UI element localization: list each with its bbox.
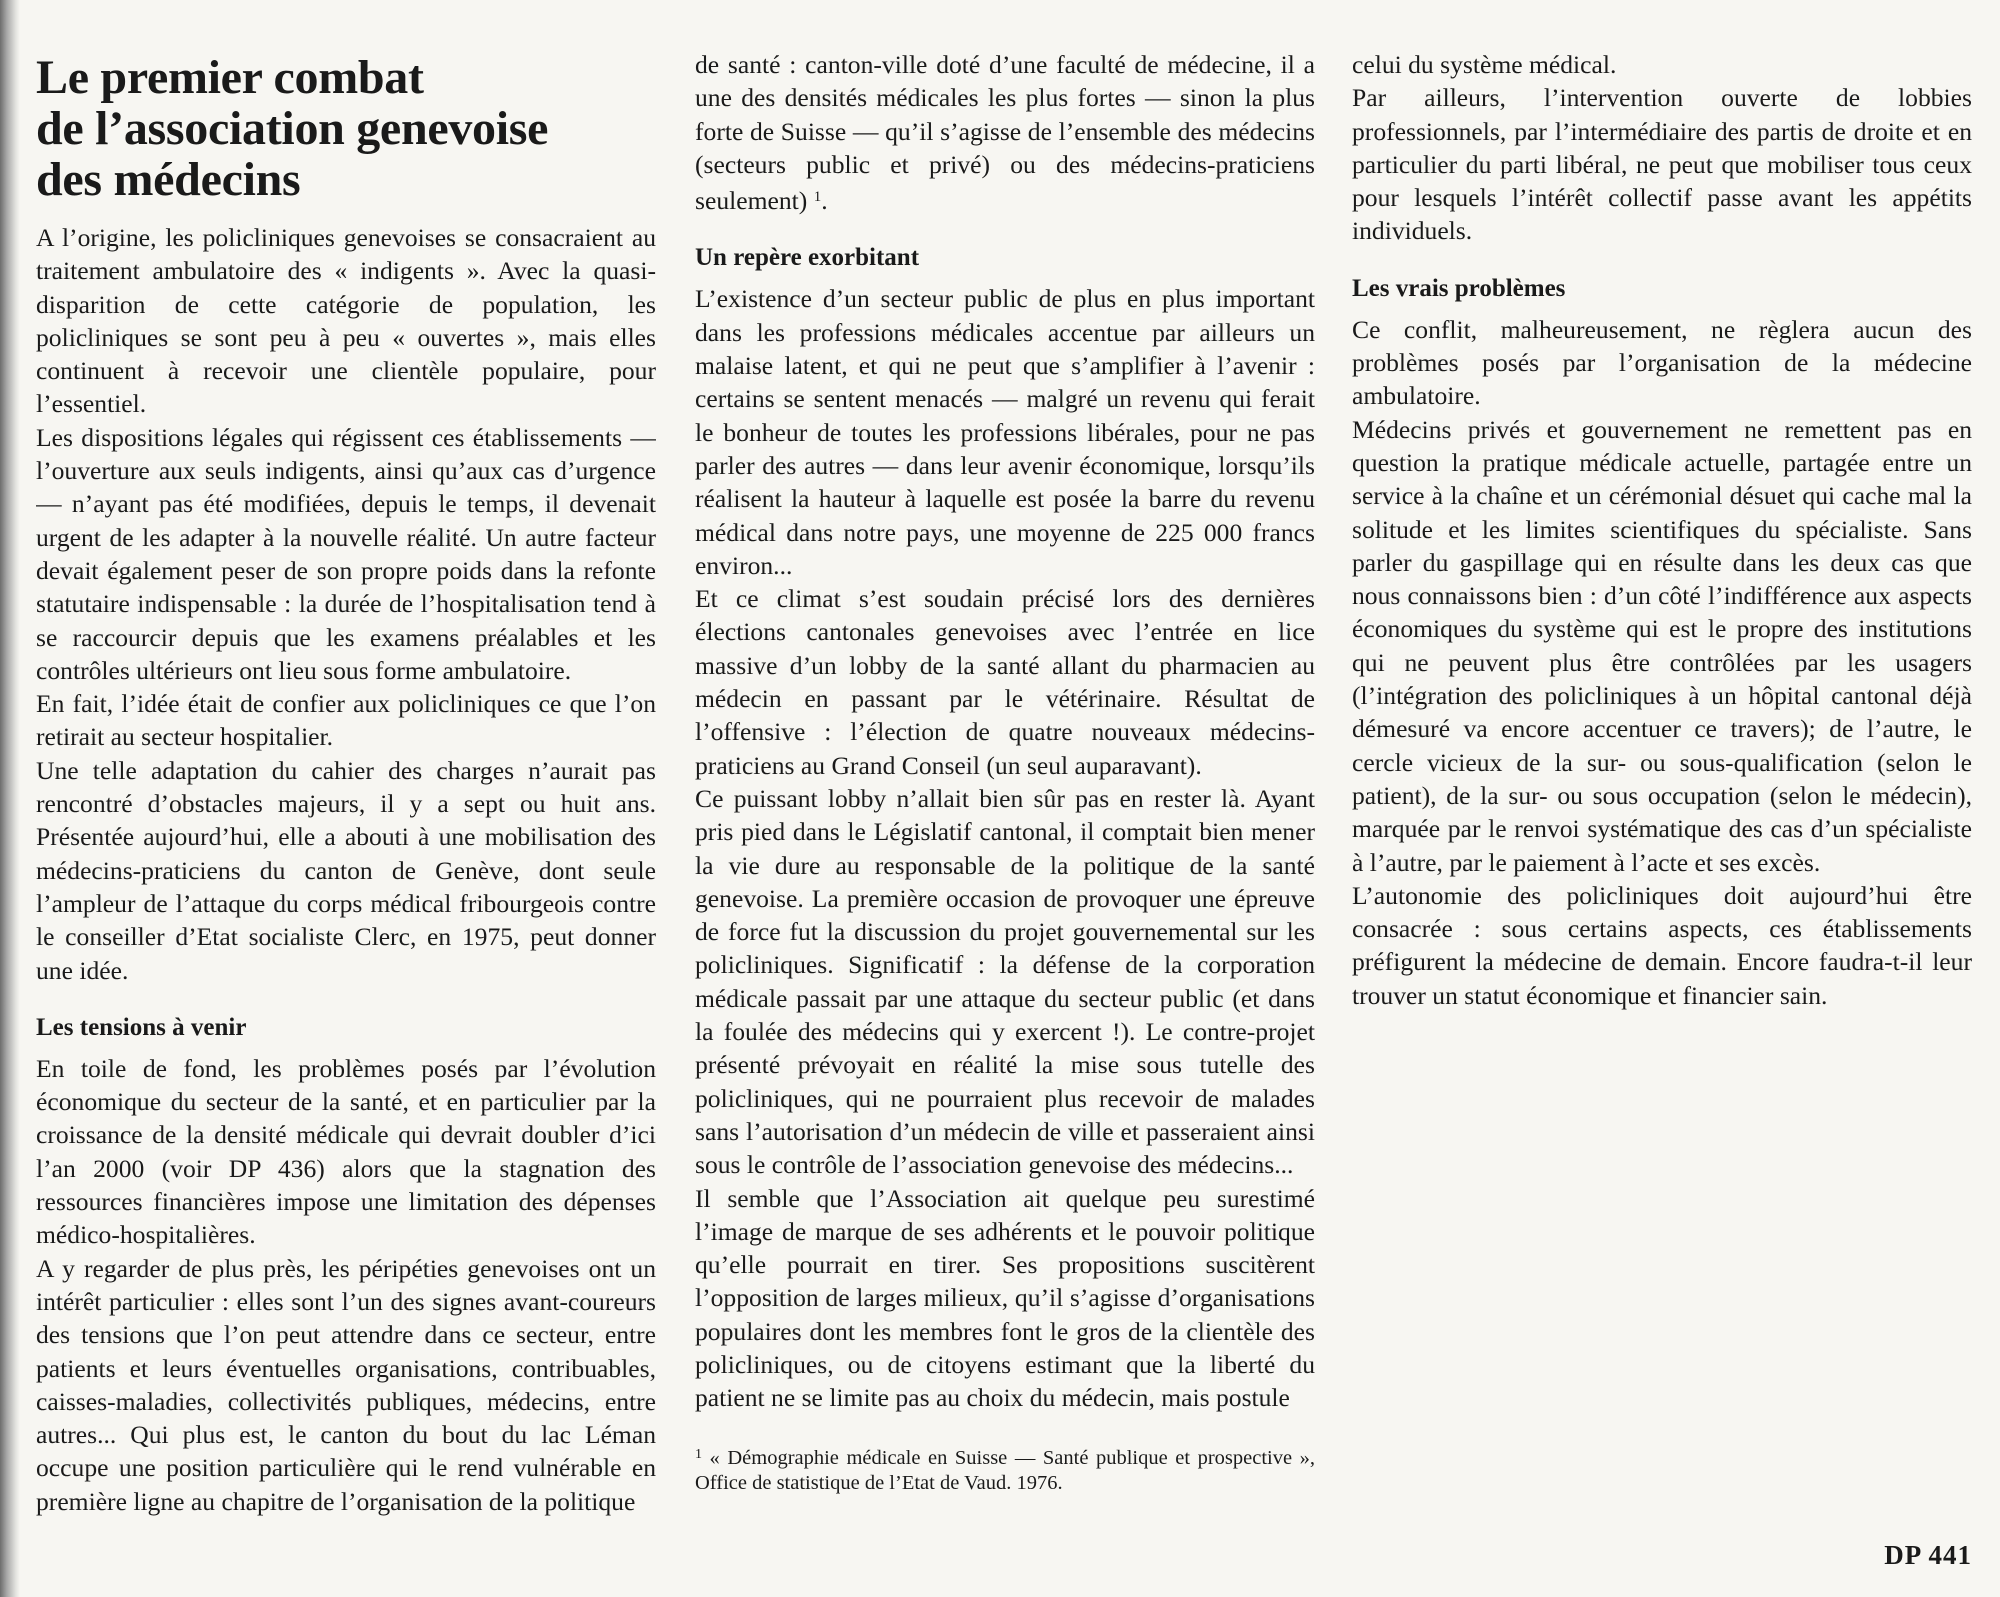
paragraph: L’autonomie des policliniques doit aujourd’hui être consacrée : sous certains aspects, ces établissements préfigurent la médecine de demain. Encore faudra-t-il leur trouver un statut économique et financier sain. xyxy=(1352,880,1972,1010)
footnote-text: « Démographie médicale en Suisse — Santé publique et prospective », Office de statistique de l’Etat de Vaud. 1976. xyxy=(695,1447,1315,1494)
paragraph: L’existence d’un secteur public de plus en plus important dans les professions médicales accentue par ailleurs un malaise latent, et qui ne peut que s’amplifier à l’avenir : certains se sentent menacés — malgré un revenu qui ferait le bonheur de toutes les professions libérales, pour ne pas parler des autres — dans leur avenir économique, lorsqu’ils réalisent la hauteur à laquelle est posée la barre du revenu médical dans notre pays, une moyenne de 225 000 francs environ... xyxy=(695,284,1315,580)
paragraph: Les dispositions légales qui régissent ces établissements — l’ouverture aux seuls indigents, ainsi qu’aux cas d’urgence — n’ayant pas été modifiées, depuis le temps, il devenait urgent de les adapter à la nouvelle réalité. Un autre facteur devait également peser de son propre poids dans la refonte statutaire indispensable : la durée de l’hospitalisation tend à se raccourcir depuis que les examens préalables et les contrôles ultérieurs ont lieu sous forme ambulatoire. xyxy=(36,422,656,685)
paragraph: Ce conflit, malheureusement, ne règlera aucun des problèmes posés par l’organisation de la médecine ambulatoire. xyxy=(1352,314,1972,411)
page-number: DP 441 xyxy=(1884,1540,1972,1570)
paragraph: Ce puissant lobby n’allait bien sûr pas en rester là. Ayant pris pied dans le Législatif cantonal, il comptait bien mener la vie dure au responsable de la politique de la santé genevoise. La première occasion de provoquer une épreuve de force fut la discussion du projet gouvernemental sur les policliniques. Significatif : la défense de la corporation médicale passait par une attaque du secteur public (et dans la foulée des médecins qui y exercent !). Le contre-projet présenté prévoyait en réalité la mise sous tutelle des policliniques, qui ne pourraient plus recevoir de malades sans l’autorisation d’un médecin de ville et passeraient ainsi sous le contrôle de l’association genevoise des médecins... xyxy=(695,783,1315,1180)
paragraph: Médecins privés et gouvernement ne remettent pas en question la pratique médicale actuelle, partagée entre un service à la chaîne et un cérémonial désuet qui cache mal la solitude et les limites scientifiques du spécialiste. Sans parler du gaspillage qui en résulte dans les deux cas que nous connaissons bien : d’un côté l’indifférence aux aspects économiques du système qui est le propre des institutions qui ne peuvent plus être contrôlées par les usagers (l’intégration des policliniques à un hôpital cantonal déjà démesuré va encore accentuer ce travers); de l’autre, le cercle vicieux de la sur- ou sous-qualification (selon le patient), de la sur- ou sous occupation (selon le médecin), marquée par le renvoi systématique des cas d’un spécialiste à l’autre, par le paiement à l’acte et ses excès. xyxy=(1352,414,1972,877)
paragraph: Par ailleurs, l’intervention ouverte de lobbies professionnels, par l’intermédiaire des partis de droite et en particulier du parti libéral, ne peut que mobiliser tous ceux pour lesquels l’intérêt collectif passe avant les appétits individuels. xyxy=(1352,83,1972,246)
footnote-marker: 1 xyxy=(695,1447,702,1462)
footnote-reference: 1 xyxy=(813,189,822,206)
paragraph: Et ce climat s’est soudain précisé lors des dernières élections cantonales genevoises avec l’entrée en lice massive d’un lobby de la santé allant du pharmacien au médecin en passant par le vétérinaire. Résultat de l’offensive : l’élection de quatre nouveaux médecins-praticiens au Grand Conseil (un seul auparavant). xyxy=(695,584,1315,780)
text-column-2 xyxy=(695,48,1315,1569)
paragraph: En fait, l’idée était de confier aux policliniques ce que l’on retirait au secteur hospitalier. xyxy=(36,689,656,752)
text-column-1 xyxy=(36,52,656,1569)
section-heading: Les tensions à venir xyxy=(36,1013,247,1041)
page-binding-shadow xyxy=(0,0,20,1597)
footnote xyxy=(695,1443,1315,1495)
section-heading: Un repère exorbitant xyxy=(695,244,920,272)
paragraph: Il semble que l’Association ait quelque peu surestimé l’image de marque de ses adhérents et le pouvoir politique qu’elle pourrait en tirer. Ses propositions suscitèrent l’opposition de larges milieux, qu’il s’agisse d’organisations populaires dont les membres font le gros de la clientèle des policliniques, ou de citoyens estimant que la liberté du patient ne se limite pas au choix du médecin, mais postule xyxy=(695,1183,1315,1413)
paragraph: A l’origine, les policliniques genevoises se consacraient au traitement ambulatoire des « indigents ». Avec la quasi-disparition de cette catégorie de population, les policliniques se sont peu à peu « ouvertes », mais elles continuent à recevoir une clientèle populaire, pour l’essentiel. xyxy=(36,223,656,419)
title-line: Le premier combat xyxy=(36,52,424,104)
text-column-3 xyxy=(1352,48,1972,1569)
paragraph-continued: de santé : canton-ville doté d’une faculté de médecine, il a une des densités médicales les plus fortes — sinon la plus forte de Suisse — qu’il s’agisse de l’ensemble des médecins (secteurs public et privé) ou des médecins-praticiens seulement) $^1$. xyxy=(695,50,1315,216)
title-line: de l’association genevoise xyxy=(36,102,549,155)
paragraph-text: de santé : canton-ville doté d’une faculté de médecine, il a une des densités médicales les plus fortes — sinon la plus forte de Suisse — qu’il s’agisse de l’ensemble des médecins (secteurs public et privé) ou des médecins-praticiens seulement) xyxy=(695,50,1315,216)
paragraph: En toile de fond, les problèmes posés par l’évolution économique du secteur de la santé, et en particulier par la croissance de la densité médicale qui devrait doubler d’ici l’an 2000 (voir DP 436) alors que la stagnation des ressources financières impose une limitation des dépenses médico-hospitalières. xyxy=(36,1053,656,1250)
paragraph xyxy=(36,1252,656,1518)
article-title xyxy=(36,52,656,205)
section-heading: Les vrais problèmes xyxy=(1352,274,1566,302)
paragraph-text: A y regarder de plus près, les péripéties genevoises ont un intérêt particulier : elles sont l’un des signes avant-coureurs des tensions que l’on peut attendre dans ce secteur, entre patients et leurs éventuelles organisations, contribuables, caisses-maladies, collectivités publiques, médecins, entre autres... Qui plus est, le canton du bout du lac Léman occupe une position particulière qui le rend vulnérable en première ligne au chapitre de l’organisation de la politique xyxy=(36,1253,656,1516)
paragraph-continued: celui du système médical. xyxy=(1352,50,1617,79)
paragraph: Une telle adaptation du cahier des charges n’aurait pas rencontré d’obstacles majeurs, il y a sept ou huit ans. Présentée aujourd’hui, elle a abouti à une mobilisation des médecins-praticiens du canton de Genève, dont seule l’ampleur de l’attaque du corps médical fribourgeois contre le conseiller d’Etat socialiste Clerc, en 1975, peut donner une idée. xyxy=(36,755,656,985)
title-line: des médecins xyxy=(36,153,301,206)
